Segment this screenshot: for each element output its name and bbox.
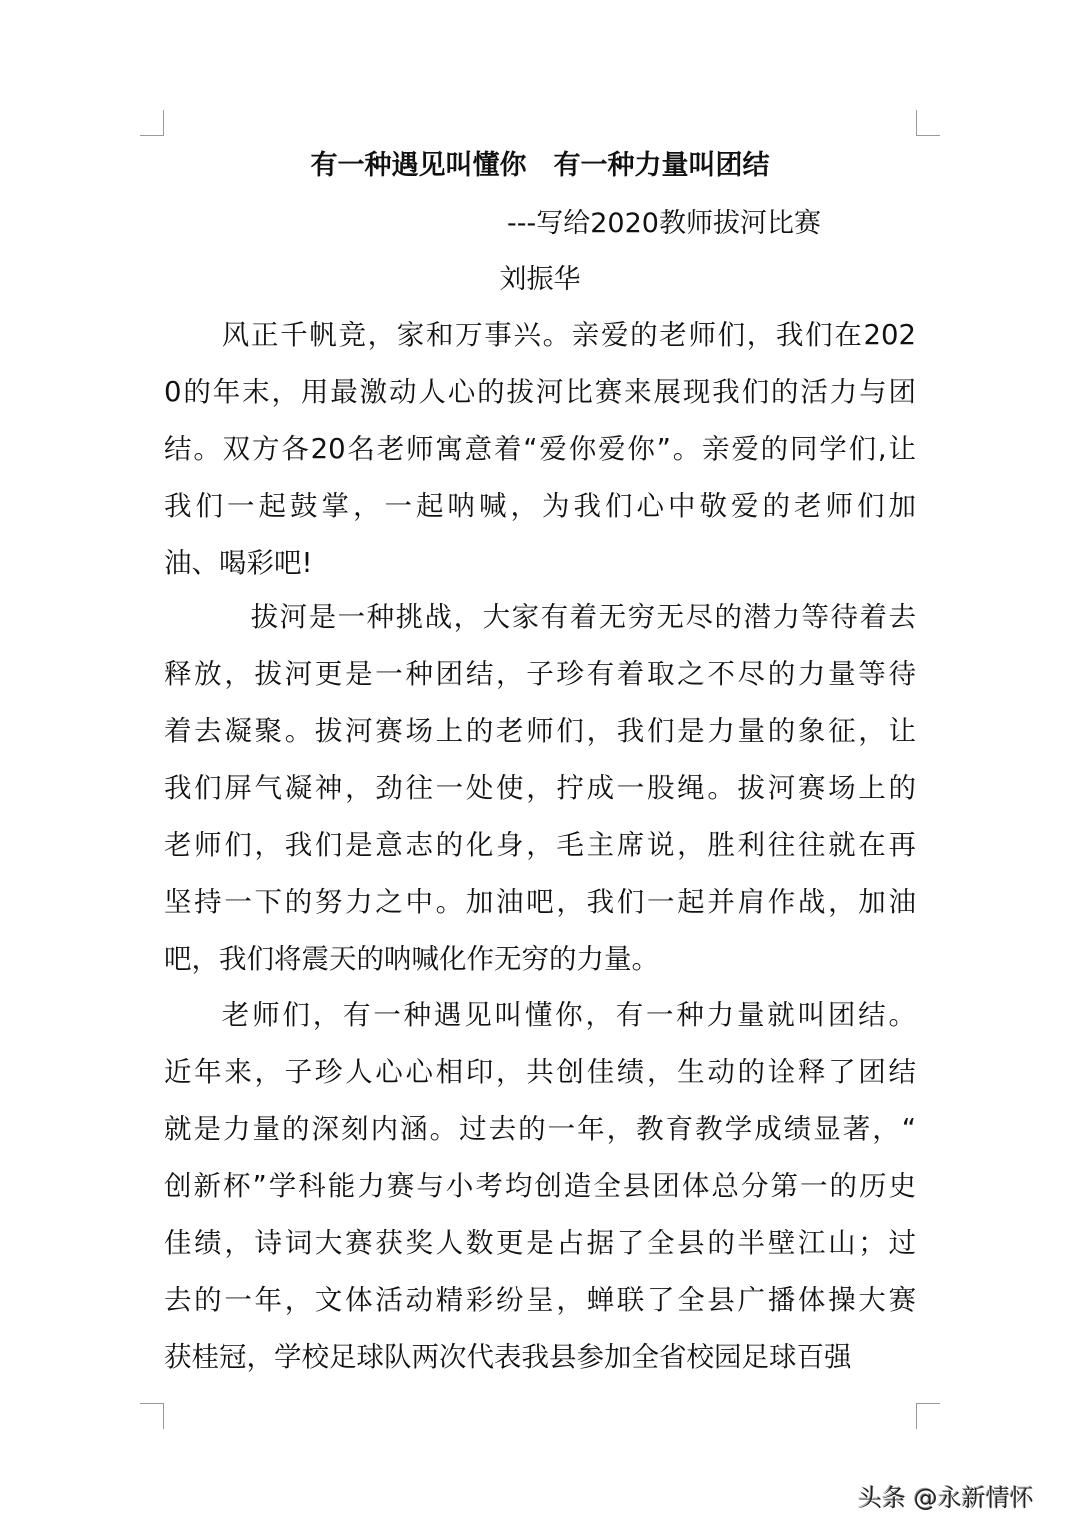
page-corner-mark-top-right	[916, 110, 940, 136]
document-subtitle: ---写给2020教师拔河比赛	[507, 208, 821, 239]
paragraph-line: 我们屏气凝神，劲往一处使，拧成一股绳。拔河赛场上的	[164, 772, 916, 804]
paragraph-line: 坚持一下的努力之中。加油吧，我们一起并肩作战，加油	[164, 886, 916, 918]
paragraph-line: 佳绩，诗词大赛获奖人数更是占据了全县的半壁江山；过	[164, 1227, 916, 1259]
paragraph-line: 创新杯”学科能力赛与小考均创造全县团体总分第一的历史	[164, 1170, 916, 1202]
paragraph-line: 油、喝彩吧!	[164, 547, 313, 579]
paragraph-line: 释放，拔河更是一种团结，子珍有着取之不尽的力量等待	[164, 658, 916, 690]
paragraph-line: 我们一起鼓掌，一起呐喊，为我们心中敬爱的老师们加	[164, 490, 916, 522]
page-corner-mark-bottom-left	[140, 1403, 164, 1429]
paragraph-line: 拔河是一种挑战，大家有着无穷无尽的潜力等待着去	[250, 601, 916, 633]
paragraph-line: 吧，我们将震天的呐喊化作无穷的力量。	[164, 943, 659, 975]
document-author: 刘振华	[499, 264, 581, 295]
paragraph-line: 获桂冠，学校足球队两次代表我县参加全省校园足球百强	[164, 1341, 852, 1373]
watermark: 头条 @永新情怀	[858, 1484, 1034, 1512]
paragraph-line: 0的年末，用最激动人心的拔河比赛来展现我们的活力与团	[164, 376, 916, 408]
paragraph-line: 老师们，我们是意志的化身，毛主席说，胜利往往就在再	[164, 829, 916, 861]
paragraph-line: 结。双方各20名老师寓意着“爱你爱你”。亲爱的同学们,让	[164, 433, 916, 465]
paragraph-line: 着去凝聚。拔河赛场上的老师们，我们是力量的象征，让	[164, 715, 916, 747]
page-corner-mark-bottom-right	[916, 1403, 940, 1429]
paragraph-line: 风正千帆竞，家和万事兴。亲爱的老师们，我们在202	[221, 319, 916, 351]
page-corner-mark-top-left	[140, 110, 164, 136]
paragraph-line: 去的一年，文体活动精彩纷呈，蝉联了全县广播体操大赛	[164, 1284, 916, 1316]
paragraph-line: 近年来，子珍人心心相印，共创佳绩，生动的诠释了团结	[164, 1056, 916, 1088]
paragraph-line: 老师们，有一种遇见叫懂你，有一种力量就叫团结。	[221, 999, 916, 1031]
paragraph-line: 就是力量的深刻内涵。过去的一年，教育教学成绩显著，“	[164, 1113, 916, 1145]
document-title: 有一种遇见叫懂你 有一种力量叫团结	[310, 150, 770, 181]
